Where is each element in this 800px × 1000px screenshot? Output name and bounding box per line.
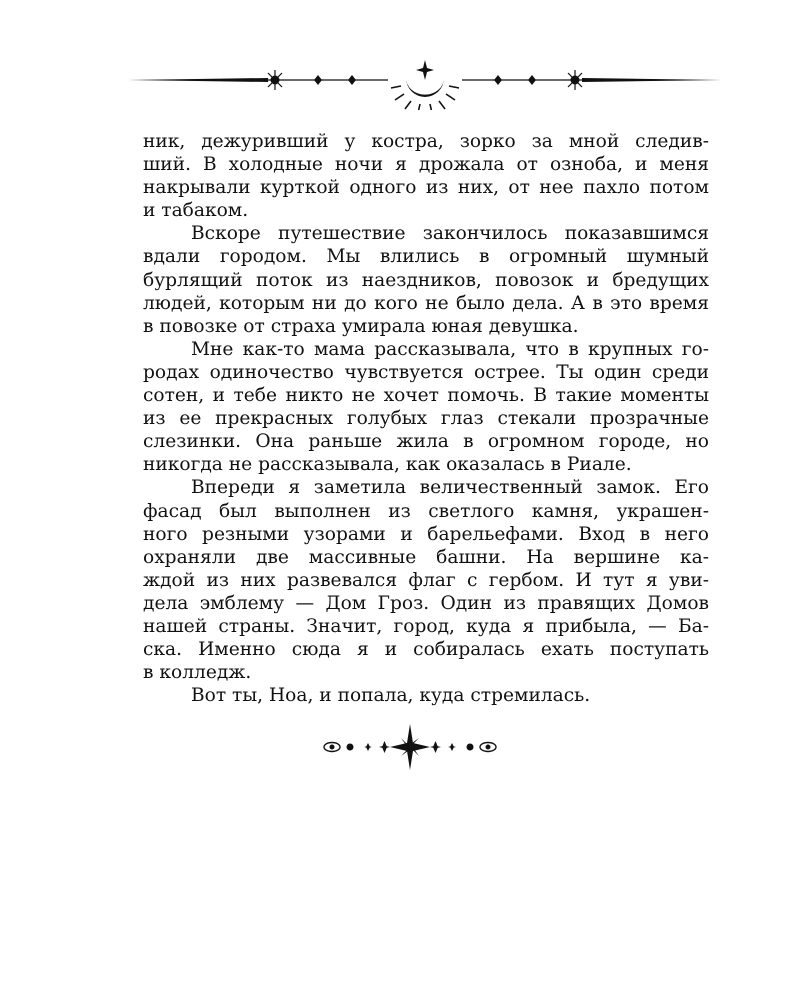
text-line: Впереди я заметила величественный замок. Его (191, 477, 709, 499)
text-line: вдали городом. Мы влились в огромный шумный (143, 246, 709, 268)
text-line: в повозке от страха умирала юная девушка. (143, 315, 579, 337)
text-line: ждой из них развевался флаг с гербом. И тут я уви- (143, 569, 709, 591)
text-line: накрывали курткой одного из них, от нее пахло потом (143, 177, 709, 199)
text-line: в колледж. (143, 662, 252, 684)
text-line: Мне как-то мама рассказывала, что в крупных го- (191, 338, 709, 360)
page-text (143, 130, 709, 707)
text-line: охраняли две массивные башни. На вершине ка- (143, 546, 709, 568)
text-line: Вот ты, Ноа, и попала, куда стремилась. (191, 685, 591, 707)
text-line: фасад был выполнен из светлого камня, украшен- (143, 500, 709, 522)
text-line: ного резными узорами и барельефами. Вход в него (143, 523, 709, 545)
star-dots-divider-icon (318, 722, 502, 772)
text-line: ший. В холодные ночи я дрожала от озноба, и меня (143, 154, 709, 176)
text-line: никогда не рассказывала, как оказалась в Риале. (143, 454, 632, 476)
text-line: родах одиночество чувствуется острее. Ты один среди (143, 361, 709, 383)
crescent-moon-star-divider-icon (128, 58, 722, 110)
text-line: ник, дежуривший у костра, зорко за мной следив- (143, 131, 709, 152)
text-line: слезинки. Она раньше жила в огромном городе, но (143, 431, 709, 453)
text-line: бурлящий поток из наездников, повозок и бредущих (143, 269, 709, 291)
text-line: Вскоре путешествие закончилось показавшимся (191, 223, 709, 245)
text-line: ска. Именно сюда я и собиралась ехать поступать (143, 639, 709, 661)
text-line: людей, которым ни до кого не было дела. А в это время (143, 292, 709, 314)
text-line: нашей страны. Значит, город, куда я прибыла, — Ба- (143, 615, 709, 637)
text-line: и табаком. (143, 200, 249, 222)
text-line: дела эмблему — Дом Гроз. Один из правящих Домов (143, 592, 709, 614)
text-line: сотен, и тебе никто не хочет помочь. В такие моменты (143, 385, 709, 407)
text-line: из ее прекрасных голубых глаз стекали прозрачные (143, 408, 709, 430)
